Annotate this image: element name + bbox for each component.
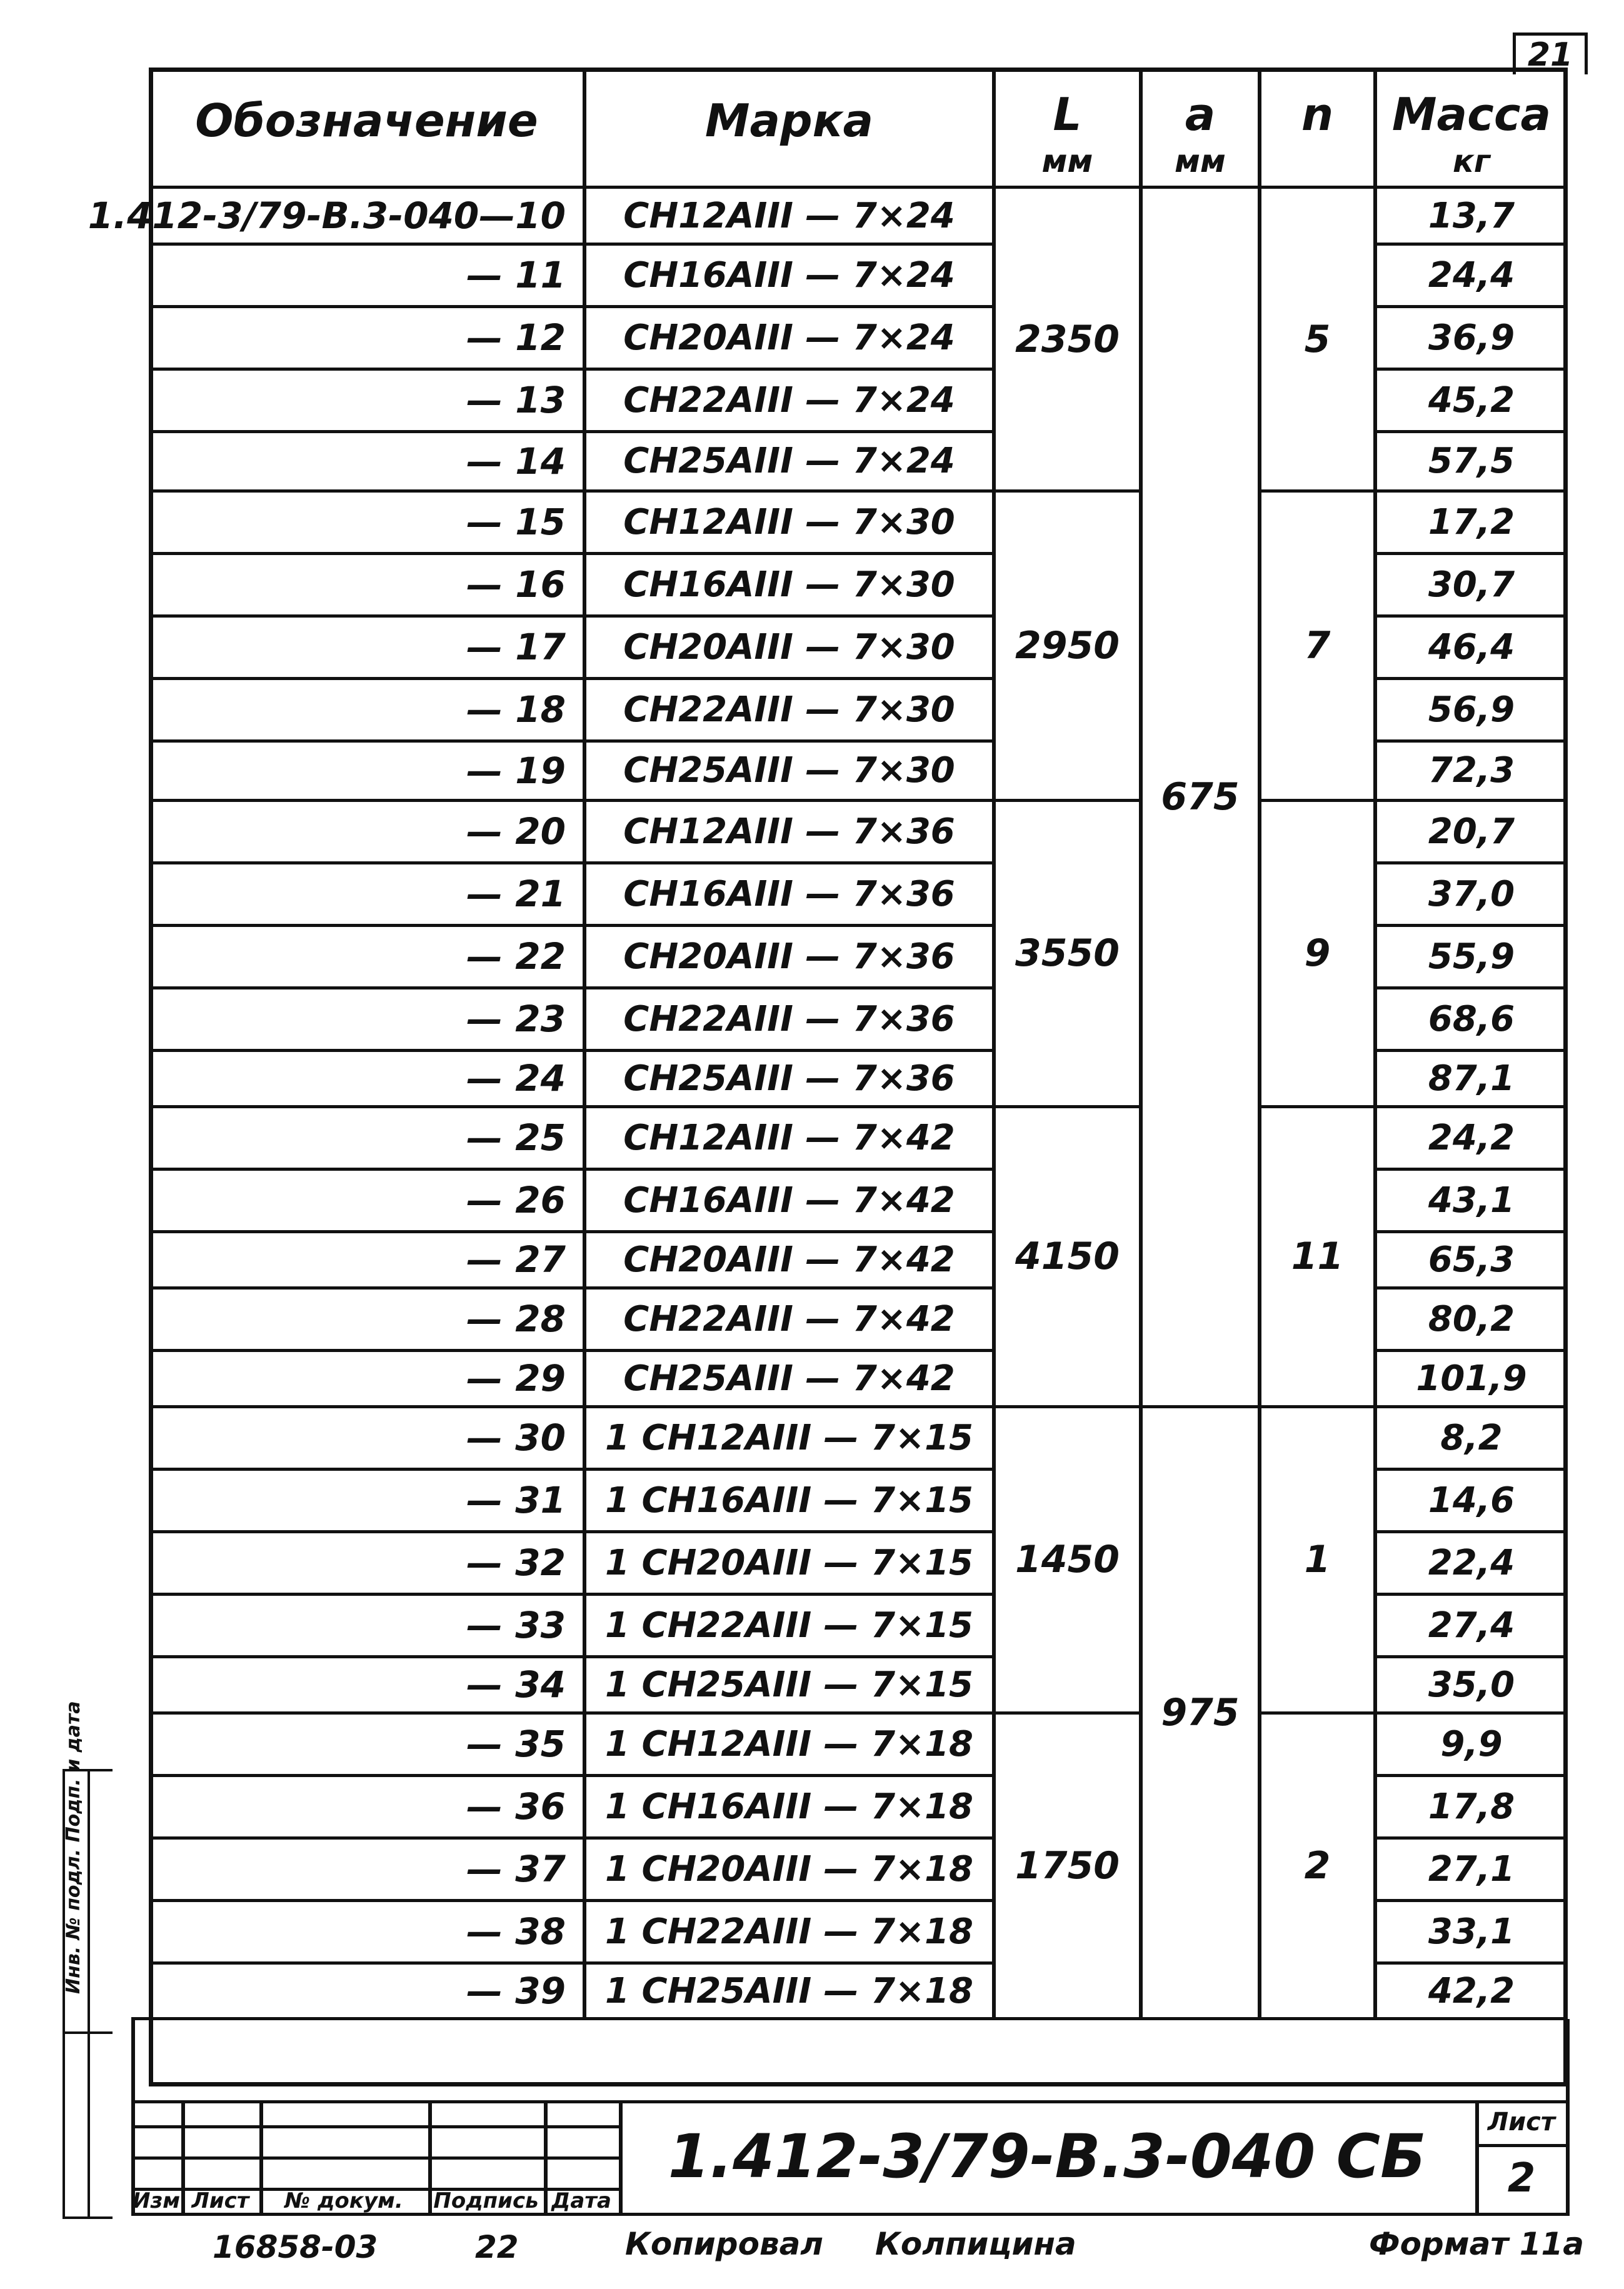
- table-row-mark: СН16АIII — 7×36: [623, 873, 955, 914]
- table-row-mass: 24,4: [1428, 254, 1515, 296]
- table-row-mass: 27,4: [1428, 1605, 1515, 1646]
- table-row-mark: 1 СН20АIII — 7×15: [604, 1542, 973, 1583]
- table-row-mark: 1 СН22АIII — 7×15: [604, 1605, 973, 1646]
- table-row-mark: СН20АIII — 7×24: [623, 317, 955, 358]
- table-row-mass: 20,7: [1428, 811, 1515, 852]
- footer-inventory: 16858-03: [213, 2229, 378, 2265]
- footer-copier: Колпицина: [875, 2226, 1076, 2262]
- table-row-designation: — 35: [466, 1723, 566, 1765]
- stamp-col-sign: Подпись: [433, 2188, 539, 2213]
- table-row-mark: СН20АIII — 7×36: [623, 936, 955, 977]
- table-row-designation: — 39: [466, 1970, 566, 2012]
- table-row-designation: — 33: [466, 1604, 566, 1646]
- sheet-number: 2: [1507, 2155, 1536, 2201]
- table-row-designation: — 27: [466, 1238, 566, 1281]
- table-row-mass: 57,5: [1428, 441, 1515, 481]
- group-n: 7: [1304, 623, 1331, 668]
- table-row-designation: — 34: [466, 1663, 566, 1706]
- table-row-mark: СН16АIII — 7×30: [623, 564, 955, 605]
- table-row-designation: — 14: [466, 439, 566, 483]
- table-row-mark: СН16АIII — 7×42: [623, 1180, 955, 1221]
- table-row-mass: 36,9: [1428, 317, 1515, 358]
- table-row-mass: 45,2: [1428, 379, 1515, 421]
- document-code: 1.412-3/79-В.3-040 СБ: [668, 2121, 1426, 2191]
- header-mass-unit: кг: [1452, 143, 1491, 179]
- side-strip: [63, 1701, 113, 2219]
- table-row-mark: 1 СН25АIII — 7×18: [604, 1970, 973, 2011]
- table-row-designation: 1.412-3/79-В.3-040—10: [88, 194, 566, 237]
- table-row-mass: 33,1: [1428, 1911, 1515, 1952]
- table-row-mass: 65,3: [1428, 1239, 1515, 1280]
- table-row-designation: — 25: [466, 1116, 566, 1159]
- table-row-designation: — 22: [466, 935, 566, 978]
- table-row-mass: 24,2: [1428, 1117, 1515, 1158]
- table-row-mass: 17,2: [1428, 501, 1515, 543]
- table-row-designation: — 17: [466, 626, 566, 668]
- table-row-mark: СН25АIII — 7×30: [623, 750, 955, 791]
- table-row-mass: 42,2: [1428, 1970, 1515, 2011]
- table-row-designation: — 30: [466, 1416, 566, 1459]
- table-bottom: [131, 2017, 1568, 2020]
- table-row-designation: — 38: [466, 1910, 566, 1953]
- table-row-mass: 72,3: [1428, 750, 1515, 791]
- group-L: 4150: [1015, 1235, 1120, 1278]
- side-strip-label: Инв. № подл. Подп. и дата: [63, 1701, 84, 1994]
- stamp-col-date: Дата: [551, 2188, 611, 2213]
- header-a-unit: мм: [1175, 143, 1226, 179]
- table-row-mass: 68,6: [1428, 998, 1515, 1039]
- header-n: n: [1301, 88, 1334, 141]
- group-n: 5: [1304, 317, 1331, 361]
- group-a: 975: [1161, 1691, 1240, 1735]
- header-mass: Масса: [1391, 88, 1551, 141]
- sheet-corner-number: 21: [1513, 33, 1588, 74]
- table-row-mark: СН20АIII — 7×30: [623, 626, 955, 668]
- table-row-mark: СН12АIII — 7×24: [623, 195, 955, 236]
- table-row-mark: СН12АIII — 7×36: [623, 811, 955, 852]
- table-row-mass: 101,9: [1416, 1358, 1527, 1399]
- table-row-designation: — 20: [466, 810, 566, 853]
- header-mark: Марка: [704, 94, 874, 147]
- table-row-mass: 35,0: [1428, 1664, 1515, 1705]
- table-row-mass: 9,9: [1440, 1723, 1503, 1765]
- table-row-mass: 13,7: [1428, 195, 1515, 236]
- table-row-mark: 1 СН16АIII — 7×18: [604, 1786, 973, 1827]
- stamp-col-izm: Изм: [132, 2188, 180, 2213]
- table-row-designation: — 13: [466, 379, 566, 421]
- group-n: 9: [1304, 931, 1331, 975]
- sheet-label: Лист: [1487, 2108, 1556, 2136]
- table-row-mark: 1 СН16АIII — 7×15: [604, 1480, 973, 1521]
- table-row-designation: — 28: [466, 1298, 566, 1340]
- stamp-row: [131, 2156, 619, 2160]
- table-row-mark: СН22АIII — 7×42: [623, 1298, 955, 1340]
- table-row-designation: — 19: [466, 749, 566, 792]
- group-a: 675: [1161, 775, 1240, 819]
- table-row-designation: — 18: [466, 688, 566, 731]
- table-row-mass: 27,1: [1428, 1848, 1515, 1890]
- footer-format: Формат 11а: [1369, 2226, 1585, 2262]
- table-row-mark: 1 СН25АIII — 7×15: [604, 1664, 973, 1705]
- table-row-designation: — 15: [466, 501, 566, 543]
- group-L: 2950: [1015, 623, 1120, 668]
- table-row-mark: 1 СН12АIII — 7×18: [604, 1723, 973, 1765]
- group-n: 2: [1304, 1844, 1331, 1888]
- table-row-designation: — 32: [466, 1541, 566, 1584]
- group-L: 2350: [1015, 317, 1120, 361]
- table-row-mass: 87,1: [1428, 1058, 1515, 1099]
- table-row-designation: — 29: [466, 1357, 566, 1400]
- table-row-designation: — 11: [466, 254, 566, 296]
- table-row-designation: — 36: [466, 1785, 566, 1828]
- table-row-mass: 43,1: [1428, 1180, 1515, 1221]
- footer-copied: Копировал: [625, 2226, 823, 2262]
- table-row-designation: — 23: [466, 998, 566, 1040]
- table-row-mark: СН25АIII — 7×42: [623, 1358, 955, 1399]
- table-row-mark: СН25АIII — 7×36: [623, 1058, 955, 1099]
- table-row-mass: 56,9: [1428, 689, 1515, 730]
- table-row-mass: 37,0: [1428, 873, 1515, 914]
- table-row-designation: — 12: [466, 316, 566, 359]
- table-row-mass: 17,8: [1428, 1786, 1515, 1827]
- group-L: 1450: [1015, 1538, 1120, 1581]
- stamp-row: [131, 2125, 619, 2128]
- table-row-mass: 80,2: [1428, 1298, 1515, 1340]
- table-row-mass: 8,2: [1440, 1417, 1503, 1458]
- table-row-mark: СН16АIII — 7×24: [623, 254, 955, 296]
- table-row-designation: — 26: [466, 1179, 566, 1221]
- table-row-mark: 1 СН12АIII — 7×15: [604, 1417, 973, 1458]
- table-row-mass: 30,7: [1428, 564, 1515, 605]
- table-row-mark: 1 СН20АIII — 7×18: [604, 1848, 973, 1890]
- group-L: 1750: [1015, 1844, 1120, 1888]
- table-row-mark: СН12АIII — 7×42: [623, 1117, 955, 1158]
- group-n: 11: [1291, 1235, 1344, 1278]
- table-row-designation: — 21: [466, 873, 566, 915]
- table-row-mass: 22,4: [1428, 1542, 1515, 1583]
- stamp-col-list: Лист: [191, 2188, 249, 2213]
- footer-page: 22: [475, 2229, 519, 2265]
- table-row-mass: 14,6: [1428, 1480, 1515, 1521]
- table-row-mass: 46,4: [1428, 626, 1515, 668]
- stamp-col-doc: № докум.: [284, 2188, 403, 2213]
- table-row-designation: — 37: [466, 1848, 566, 1890]
- table-row-mass: 55,9: [1428, 936, 1515, 977]
- header-L-unit: мм: [1041, 143, 1093, 179]
- header-a: a: [1185, 88, 1216, 141]
- table-row-mark: СН22АIII — 7×36: [623, 998, 955, 1039]
- table-row-mark: 1 СН22АIII — 7×18: [604, 1911, 973, 1952]
- table-row-mark: СН22АIII — 7×24: [623, 379, 955, 421]
- header-L: L: [1053, 88, 1082, 141]
- table-row-mark: СН20АIII — 7×42: [623, 1239, 955, 1280]
- group-L: 3550: [1015, 931, 1120, 975]
- table-row-designation: — 24: [466, 1057, 566, 1099]
- header-designation: Обозначение: [195, 94, 538, 147]
- table-row-mark: СН25АIII — 7×24: [623, 441, 955, 481]
- table-row-mark: СН22АIII — 7×30: [623, 689, 955, 730]
- table-row-designation: — 16: [466, 563, 566, 606]
- group-n: 1: [1304, 1538, 1331, 1581]
- table-row-designation: — 31: [466, 1479, 566, 1521]
- table-row-mark: СН12АIII — 7×30: [623, 501, 955, 543]
